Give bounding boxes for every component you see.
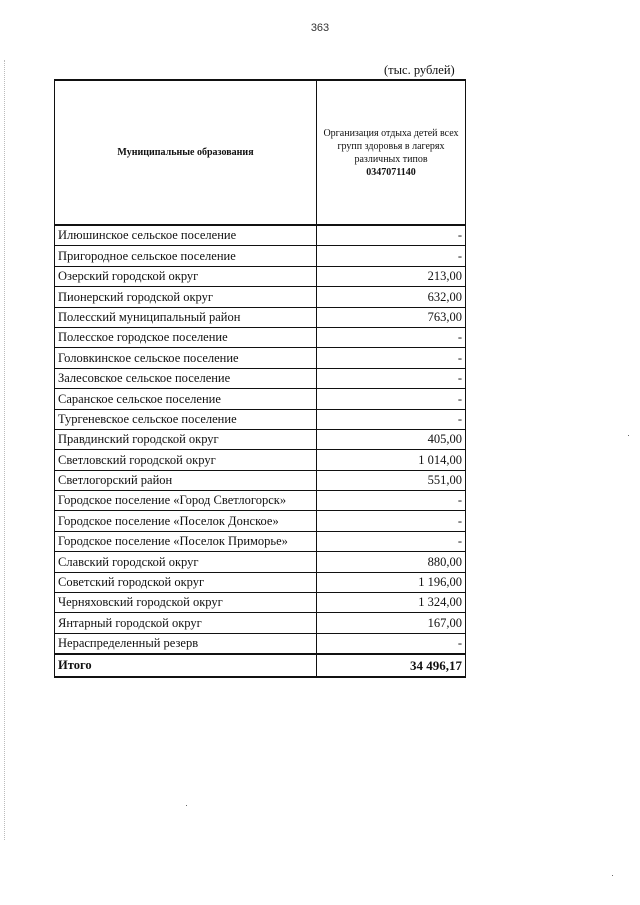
- total-label: Итого: [55, 654, 317, 677]
- allocation-value: 1 014,00: [317, 450, 466, 470]
- table-row: [55, 572, 466, 592]
- allocation-value: -: [317, 531, 466, 551]
- allocation-value: 405,00: [317, 429, 466, 449]
- table-row: [55, 491, 466, 511]
- municipality-name: Нераспределенный резерв: [55, 633, 317, 654]
- table-row: [55, 368, 466, 388]
- allocation-value: 213,00: [317, 266, 466, 286]
- municipality-name: Полесское городское поселение: [55, 327, 317, 347]
- header-value-column: [317, 80, 466, 225]
- header-value-title: Организация отдыха детей всех групп здоровья в лагерях различных типов: [323, 127, 459, 165]
- municipality-name: Городское поселение «Город Светлогорск»: [55, 491, 317, 511]
- municipality-name: Черняховский городской округ: [55, 593, 317, 613]
- allocation-value: -: [317, 246, 466, 266]
- municipality-name: Пионерский городской округ: [55, 287, 317, 307]
- municipality-name: Светловский городской округ: [55, 450, 317, 470]
- municipality-name: Правдинский городской округ: [55, 429, 317, 449]
- page-number: 363: [310, 22, 330, 34]
- municipality-name: Городское поселение «Поселок Донское»: [55, 511, 317, 531]
- allocation-value: 763,00: [317, 307, 466, 327]
- header-value-code: 0347071140: [366, 166, 416, 178]
- header-municipalities: Муниципальные образования: [55, 80, 317, 225]
- allocation-value: 880,00: [317, 552, 466, 572]
- municipality-name: Светлогорский район: [55, 470, 317, 490]
- allocation-value: 1 196,00: [317, 572, 466, 592]
- municipality-name: Советский городской округ: [55, 572, 317, 592]
- municipality-name: Илюшинское сельское поселение: [55, 225, 317, 246]
- total-value: 34 496,17: [317, 654, 466, 677]
- allocation-value: 551,00: [317, 470, 466, 490]
- table-row: [55, 409, 466, 429]
- table-row: [55, 450, 466, 470]
- municipality-name: Озерский городской округ: [55, 266, 317, 286]
- municipality-name: Головкинское сельское поселение: [55, 348, 317, 368]
- scan-speck: [628, 435, 629, 436]
- table-row: [55, 266, 466, 286]
- allocation-value: -: [317, 409, 466, 429]
- units-label: (тыс. рублей): [384, 63, 455, 77]
- allocation-value: -: [317, 348, 466, 368]
- table-header-row: [55, 80, 466, 225]
- table-row: [55, 552, 466, 572]
- allocation-value: -: [317, 225, 466, 246]
- municipality-name: Янтарный городской округ: [55, 613, 317, 633]
- table-row: [55, 246, 466, 266]
- table-row: [55, 287, 466, 307]
- table-row: [55, 348, 466, 368]
- table-row: [55, 327, 466, 347]
- municipality-name: Залесовское сельское поселение: [55, 368, 317, 388]
- allocation-value: 167,00: [317, 613, 466, 633]
- table-row: [55, 389, 466, 409]
- allocation-value: -: [317, 511, 466, 531]
- allocation-value: -: [317, 389, 466, 409]
- table-body: [55, 80, 466, 677]
- municipality-name: Саранское сельское поселение: [55, 389, 317, 409]
- scan-speck: [612, 875, 613, 876]
- allocation-value: 632,00: [317, 287, 466, 307]
- allocation-value: -: [317, 633, 466, 654]
- municipality-name: Тургеневское сельское поселение: [55, 409, 317, 429]
- municipality-name: Городское поселение «Поселок Приморье»: [55, 531, 317, 551]
- table-row: [55, 593, 466, 613]
- table-row: [55, 531, 466, 551]
- allocation-value: -: [317, 491, 466, 511]
- budget-table: [54, 79, 466, 678]
- scan-margin-dots: [4, 60, 7, 840]
- allocation-value: -: [317, 368, 466, 388]
- municipality-name: Славский городской округ: [55, 552, 317, 572]
- total-row: [55, 654, 466, 677]
- table-row: [55, 633, 466, 654]
- municipality-name: Пригородное сельское поселение: [55, 246, 317, 266]
- allocation-value: -: [317, 327, 466, 347]
- table-row: [55, 429, 466, 449]
- municipality-name: Полесский муниципальный район: [55, 307, 317, 327]
- table-row: [55, 307, 466, 327]
- table-row: [55, 470, 466, 490]
- table-row: [55, 225, 466, 246]
- allocation-value: 1 324,00: [317, 593, 466, 613]
- table-row: [55, 511, 466, 531]
- scan-speck: [186, 805, 187, 806]
- table-row: [55, 613, 466, 633]
